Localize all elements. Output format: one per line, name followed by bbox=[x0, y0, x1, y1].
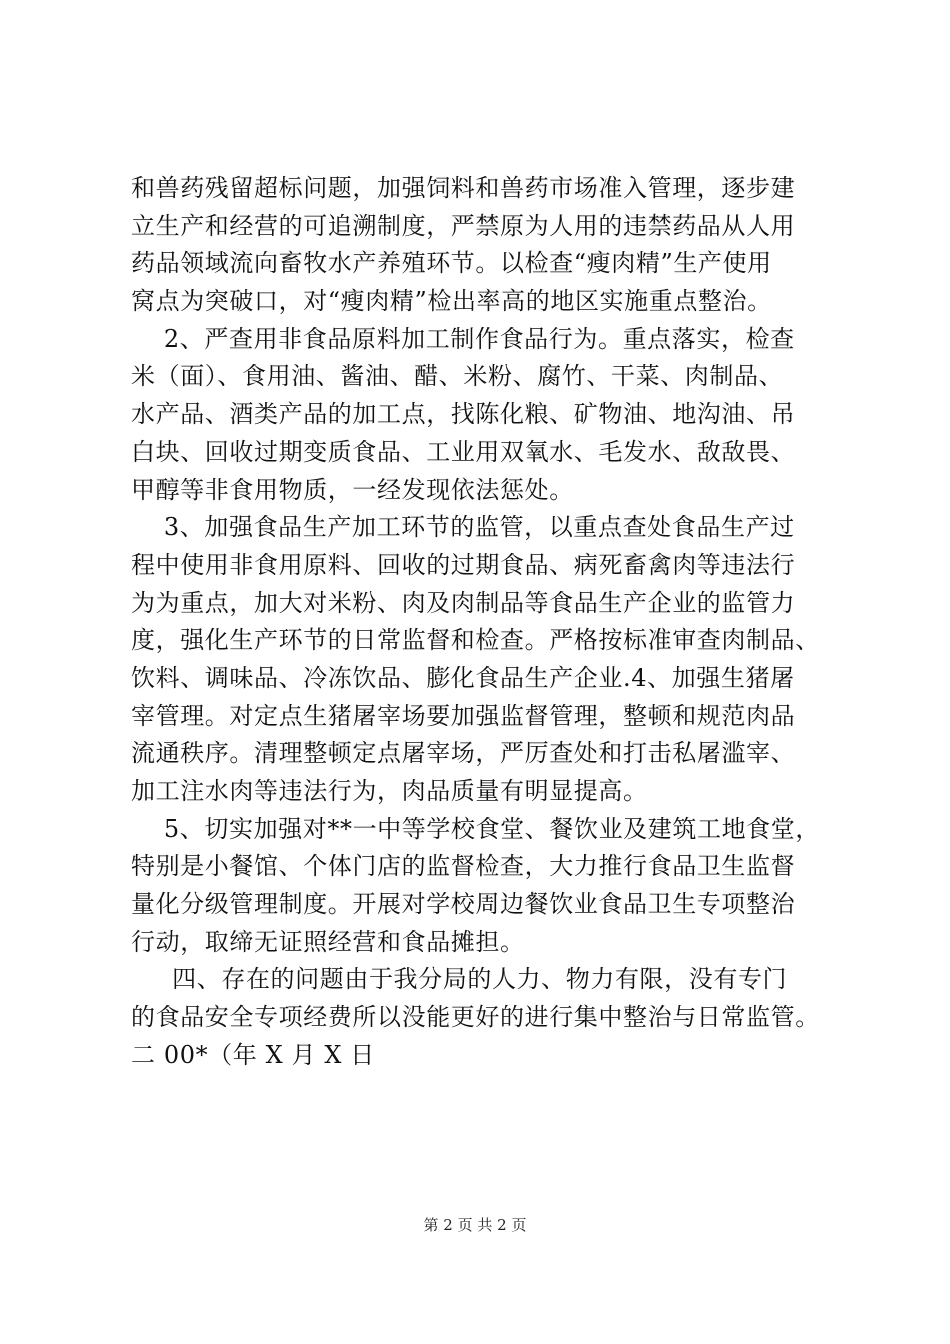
text-line-1: 和兽药残留超标问题，加强饲料和兽药市场准入管理，逐步建 bbox=[131, 174, 796, 202]
text-line-19: 特别是小餐馆、个体门店的监督检查，大力推行食品卫生监督 bbox=[131, 852, 796, 881]
text-line-14: 饮料、调味品、冷冻饮品、膨化食品生产企业.4、加强生猪屠 bbox=[131, 663, 795, 692]
text-line-6: 米（面）、食用油、酱油、醋、米粉、腐竹、干菜、肉制品、 bbox=[131, 362, 784, 391]
document-body bbox=[131, 170, 851, 1075]
text-line-24: 二 00*（年 X 月 X 日 bbox=[131, 1040, 375, 1069]
text-line-3: 药品领域流向畜牧水产养殖环节。以检查“瘦肉精”生产使用 bbox=[131, 249, 772, 278]
text-line-22: 四、存在的问题由于我分局的人力、物力有限，没有专门 bbox=[131, 965, 788, 994]
text-line-18: 5、切实加强对**一中等学校食堂、餐饮业及建筑工地食堂， bbox=[131, 814, 820, 843]
text-line-9: 甲醇等非食用物质，一经发现依法惩处。 bbox=[131, 475, 574, 504]
text-line-7: 水产品、酒类产品的加工点，找陈化粮、矿物油、地沟油、吊 bbox=[131, 400, 796, 429]
text-line-8: 白块、回收过期变质食品、工业用双氧水、毛发水、敌敌畏、 bbox=[131, 437, 796, 466]
text-line-15: 宰管理。对定点生猪屠宰场要加强监督管理，整顿和规范肉品 bbox=[131, 701, 796, 730]
text-line-4: 窝点为突破口，对“瘦肉精”检出率高的地区实施重点整治。 bbox=[131, 287, 772, 316]
text-line-13: 度，强化生产环节的日常监督和检查。严格按标准审查肉制品、 bbox=[131, 626, 820, 655]
text-line-21: 行动，取缔无证照经营和食品摊担。 bbox=[131, 927, 525, 956]
page-number-footer: 第 2 页 共 2 页 bbox=[423, 1216, 527, 1234]
text-line-5: 2、严查用非食品原料加工制作食品行为。重点落实，检查 bbox=[131, 324, 795, 353]
text-line-10: 3、加强食品生产加工环节的监管，以重点查处食品生产过 bbox=[131, 513, 795, 542]
text-line-20: 量化分级管理制度。开展对学校周边餐饮业食品卫生专项整治 bbox=[131, 890, 796, 919]
text-line-17: 加工注水肉等违法行为，肉品质量有明显提高。 bbox=[131, 777, 648, 805]
text-line-2: 立生产和经营的可追溯制度，严禁原为人用的违禁药品从人用 bbox=[131, 211, 796, 240]
text-line-16: 流通秩序。清理整顿定点屠宰场，严厉查处和打击私屠滥宰、 bbox=[131, 739, 796, 768]
text-line-23: 的食品安全专项经费所以没能更好的进行集中整治与日常监管。 bbox=[131, 1003, 820, 1032]
text-line-11: 程中使用非食用原料、回收的过期食品、病死畜禽肉等违法行 bbox=[131, 550, 796, 579]
text-line-12: 为为重点，加大对米粉、肉及肉制品等食品生产企业的监管力 bbox=[131, 588, 796, 617]
